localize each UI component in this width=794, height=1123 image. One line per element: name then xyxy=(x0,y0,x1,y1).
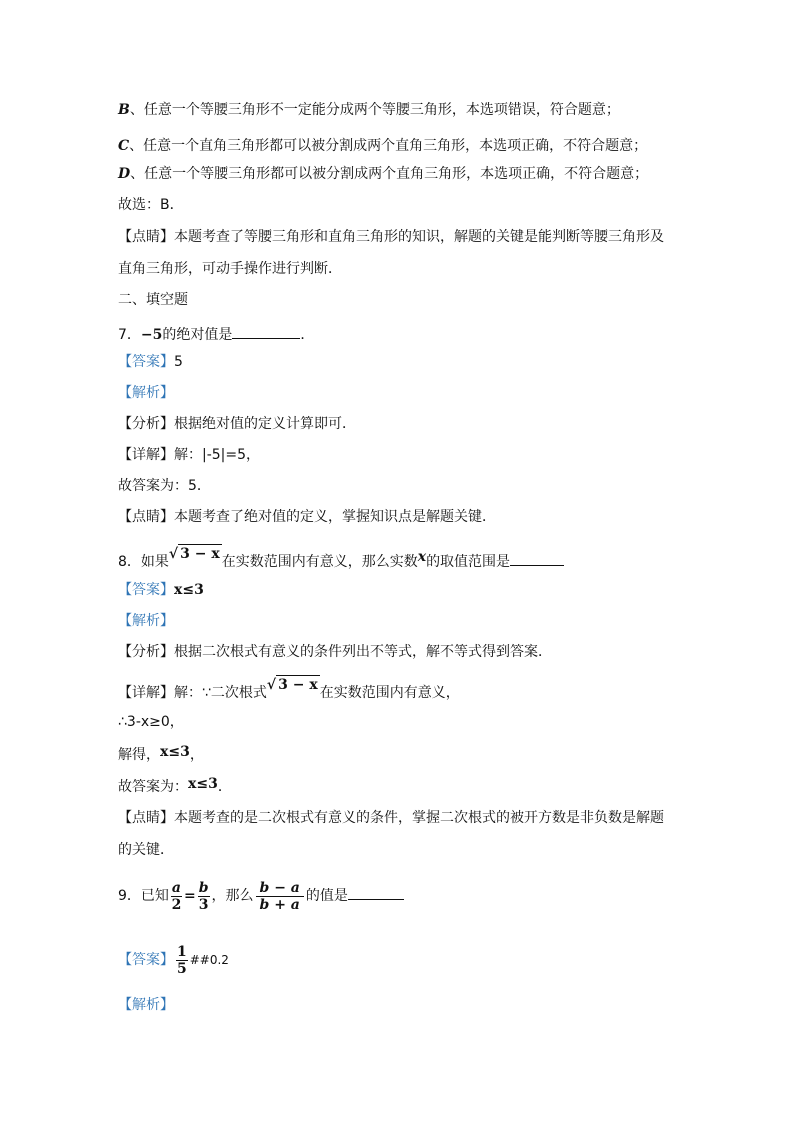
text: 在实数范围内有意义， xyxy=(319,685,460,701)
option-c-line xyxy=(118,137,647,155)
denominator: 3 xyxy=(198,896,209,913)
section-title: 二、填空题 xyxy=(118,292,188,308)
denominator: 5 xyxy=(177,960,187,977)
answer-label: 【答案】 xyxy=(118,952,174,968)
q8-comment: 的关键． xyxy=(118,842,174,858)
math-var: x xyxy=(417,549,427,565)
text: 故答案为： xyxy=(118,779,188,795)
q7-fenxi: 【分析】根据绝对值的定义计算即可． xyxy=(118,416,356,432)
fraction xyxy=(171,880,182,913)
text: ． xyxy=(217,779,232,795)
q7-analysis-label: 【解析】 xyxy=(118,385,174,401)
text: ，那么 xyxy=(211,888,254,904)
fraction xyxy=(198,880,210,913)
text: 【详解】解：∵二次根式 xyxy=(118,685,267,701)
option-text: 、任意一个等腰三角形都可以被分割成两个直角三角形，本选项正确，不符合题意； xyxy=(130,166,649,182)
q8-fenxi: 【分析】根据二次根式有意义的条件列出不等式，解不等式得到答案． xyxy=(118,644,552,660)
option-text: 、任意一个等腰三角形不一定能分成两个等腰三角形，本选项错误，符合题意； xyxy=(129,102,620,118)
answer-label: 【答案】 xyxy=(118,582,174,598)
q7-xiangjie: 【详解】解：|-5|=5， xyxy=(118,447,261,463)
sqrt-expr: √ 3 − x xyxy=(266,677,318,693)
math-expr: −5 xyxy=(140,327,163,343)
q7-answer xyxy=(118,353,183,371)
question-number: 7． xyxy=(118,327,141,343)
numerator: b − a xyxy=(256,880,304,897)
q7-comment: 【点睛】本题考查了绝对值的定义，掌握知识点是解题关键． xyxy=(118,509,496,525)
denominator: 2 xyxy=(171,896,182,913)
fraction xyxy=(176,944,188,977)
option-b-line xyxy=(118,101,620,119)
denominator: b + a xyxy=(259,896,300,913)
math-expr: x≤3 xyxy=(188,776,218,792)
sqrt-expr: √ 3 − x xyxy=(168,546,220,562)
q8-step2 xyxy=(118,746,204,764)
answer-alt: ##0.2 xyxy=(189,953,229,967)
equals: = xyxy=(184,888,196,904)
text: 的值是 xyxy=(305,888,348,904)
answer-blank xyxy=(232,324,300,339)
q9-question xyxy=(118,876,404,916)
option-letter: D xyxy=(118,166,131,182)
q8-analysis-label: 【解析】 xyxy=(118,613,174,629)
question-text: ． xyxy=(300,327,315,343)
numerator: 1 xyxy=(177,943,187,960)
q8-xiangjie xyxy=(118,677,460,702)
q7-final: 故答案为：5． xyxy=(118,478,211,494)
choice-line: 故选：B． xyxy=(118,197,184,213)
comment-line: 直角三角形，可动手操作进行判断． xyxy=(118,261,342,277)
option-text: 、任意一个直角三角形都可以被分割成两个直角三角形，本选项正确，不符合题意； xyxy=(129,138,648,154)
answer-label: 【答案】 xyxy=(118,354,174,370)
q7-question xyxy=(118,324,314,344)
answer-blank xyxy=(348,885,404,900)
q8-final xyxy=(118,778,232,796)
question-text: 在实数范围内有意义，那么实数 xyxy=(221,554,418,570)
numerator: a xyxy=(171,879,181,896)
numerator: b xyxy=(198,879,209,896)
q8-comment: 【点睛】本题考查的是二次根式有意义的条件，掌握二次根式的被开方数是非负数是解题 xyxy=(118,810,664,826)
text: 解得， xyxy=(118,747,160,763)
answer-blank xyxy=(510,551,564,566)
q8-answer xyxy=(118,581,204,599)
question-number: 9．已知 xyxy=(118,888,169,904)
math-expr: x≤3 xyxy=(160,744,190,760)
question-number: 8．如果 xyxy=(118,554,169,570)
option-letter: C xyxy=(118,138,130,154)
option-d-line xyxy=(118,165,648,183)
q9-analysis-label: 【解析】 xyxy=(118,997,174,1013)
radicand: 3 − x xyxy=(180,546,220,562)
question-text: 的绝对值是 xyxy=(162,327,233,343)
q8-step1: ∴3-x≥0， xyxy=(118,714,184,730)
text: ， xyxy=(189,747,204,763)
q8-question xyxy=(118,546,564,571)
radicand: 3 − x xyxy=(278,677,318,693)
fraction xyxy=(256,880,304,913)
question-text: 的取值范围是 xyxy=(426,554,511,570)
answer-value: 5 xyxy=(174,354,183,370)
answer-value: x≤3 xyxy=(174,582,204,598)
option-letter: B xyxy=(118,102,130,118)
comment-line: 【点睛】本题考查了等腰三角形和直角三角形的知识，解题的关键是能判断等腰三角形及 xyxy=(118,229,664,245)
q9-answer xyxy=(118,940,229,980)
